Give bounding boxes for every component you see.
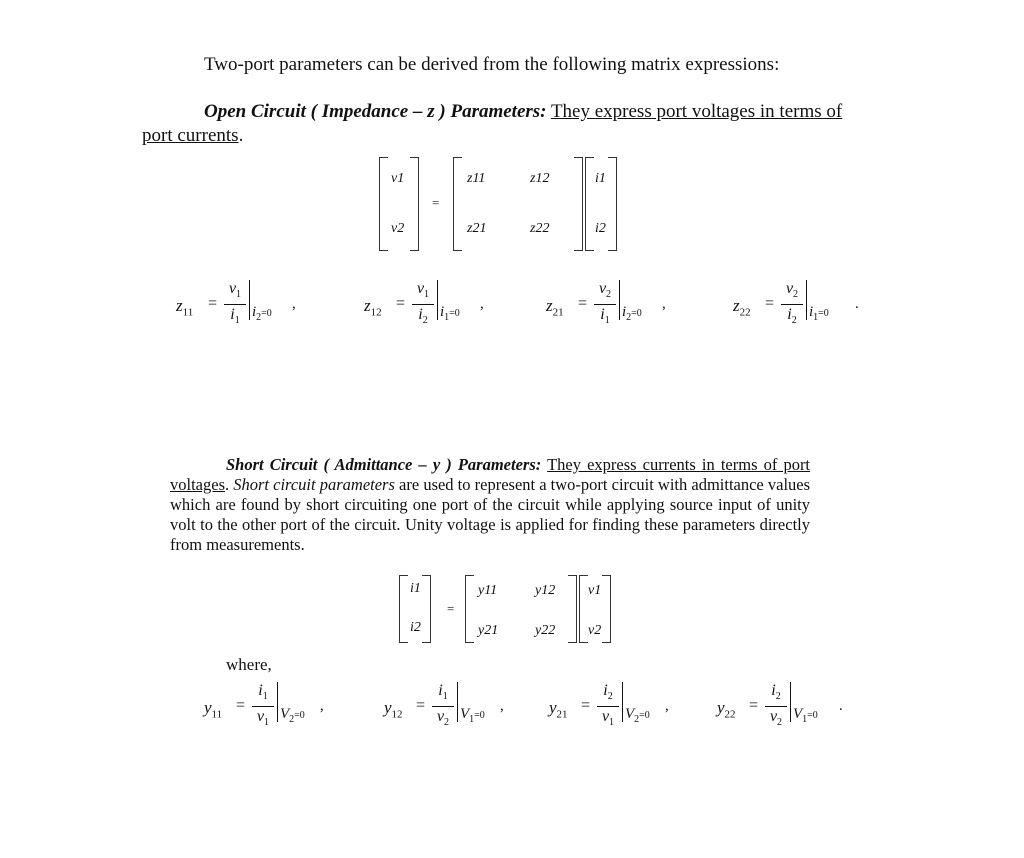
y-matrix-y21: y21 [478,623,499,638]
y-def-denominator: $v_2$ [436,708,450,729]
y-def-condition-value: =0 [294,710,305,721]
z-def-denominator: $i_1$ [600,306,610,327]
z-def-equals: = [578,295,588,312]
y-lhs-vector [400,575,430,643]
y-section-heading: Short Circuit ( Admittance – y ) Parameters: [226,455,542,474]
z-def-denominator: $i_2$ [418,306,428,327]
y-def-evaluation-bar [277,682,278,722]
z-def-condition: $i_1=0$ [809,304,829,323]
y-def-equals: = [749,697,759,714]
y-def-condition: $V_1=0$ [793,706,818,725]
y-section-period: . [225,475,230,494]
z-def-separator: , [480,296,484,312]
intro-text: Two-port parameters can be derived from the following matrix expressions: [204,54,780,75]
z-def-lhs-subscript: 21 [552,306,564,319]
y-def-lhs-subscript: 11 [211,708,223,721]
z-rhs-i2: i2 [595,221,606,236]
z-matrix-z11: z11 [467,171,486,186]
z-def-equals: = [208,295,218,312]
y-def-denominator-subscript: 2 [444,717,450,729]
z-section-heading: Open Circuit ( Impedance – z ) Parameters: [204,101,547,122]
z-matrix-z21: z21 [467,221,487,236]
y-section-italic-phrase: Short circuit parameters [233,475,395,494]
z-def-condition-subscript: 1 [444,312,450,323]
z-section-paragraph [142,100,850,148]
z-def-equals: = [765,295,775,312]
z-matrix [454,157,582,251]
z-def-fraction-bar [224,304,246,305]
y-def-numerator-subscript: 2 [607,691,613,703]
y-def-separator: , [500,698,504,714]
z-def-separator: . [855,296,859,312]
z-def-fraction [781,280,803,329]
z-def-numerator-subscript: 2 [606,289,612,301]
z-def-lhs: $z_{21}$ [546,296,564,319]
z-equals-sign: = [432,195,440,210]
z-def-lhs-subscript: 12 [370,306,382,319]
y-def-fraction [765,682,787,731]
y-def-evaluation-bar [457,682,458,722]
y-rhs-v2: v2 [588,623,602,638]
z-def-evaluation-bar [806,280,807,320]
z-def-condition: $i_2=0$ [252,304,272,323]
y-def-condition-subscript: 2 [289,714,295,725]
y-def-condition-value: =0 [474,710,485,721]
z-def-condition: $i_1=0$ [440,304,460,323]
y-def-equals: = [236,697,246,714]
y-def-numerator: $i_2$ [603,682,613,703]
y-def-evaluation-bar [790,682,791,722]
z-def-21 [546,280,706,334]
y-rhs-v1: v1 [588,583,602,598]
y-def-12 [384,682,544,736]
z-def-denominator-subscript: 2 [791,315,797,327]
y-def-lhs-subscript: 12 [391,708,403,721]
y-def-numerator: $i_1$ [438,682,448,703]
z-def-equals: = [396,295,406,312]
z-def-numerator: $v_2$ [785,280,799,301]
z-matrix-equation [380,157,620,251]
y-def-equals: = [581,697,591,714]
y-def-fraction-bar [252,706,274,707]
z-def-separator: , [662,296,666,312]
y-section-paragraph [170,455,810,555]
y-def-lhs: $y_{22}$ [717,698,736,721]
z-def-fraction-bar [594,304,616,305]
y-def-numerator: $i_1$ [258,682,268,703]
y-def-equals: = [416,697,426,714]
z-def-lhs: $z_{12}$ [364,296,382,319]
y-def-denominator: $v_1$ [601,708,615,729]
z-def-evaluation-bar [249,280,250,320]
y-def-numerator-subscript: 1 [262,691,268,703]
z-lhs-vector [380,157,418,251]
y-def-fraction-bar [765,706,787,707]
y-rhs-vector [580,575,610,643]
z-def-lhs-subscript: 22 [739,306,751,319]
y-def-condition: $V_1=0$ [460,706,485,725]
z-def-denominator: $i_1$ [230,306,240,327]
y-def-21 [549,682,709,736]
z-def-condition-value: =0 [449,308,460,319]
y-def-fraction [432,682,454,731]
y-matrix-y12: y12 [535,583,556,598]
y-def-22 [717,682,877,736]
z-def-numerator-subscript: 1 [424,289,430,301]
y-def-numerator-subscript: 2 [775,691,781,703]
z-def-condition-value: =0 [631,308,642,319]
y-matrix-equation [400,575,615,643]
z-rhs-vector [586,157,616,251]
y-def-denominator-subscript: 1 [609,717,615,729]
z-def-denominator-subscript: 2 [422,315,428,327]
y-def-condition: $V_2=0$ [625,706,650,725]
z-def-22 [733,280,893,334]
y-def-separator: , [665,698,669,714]
z-lhs-v2: v2 [391,221,405,236]
z-def-numerator: $v_1$ [228,280,242,301]
z-def-evaluation-bar [619,280,620,320]
z-def-denominator-subscript: 1 [604,315,610,327]
z-def-fraction-bar [781,304,803,305]
z-def-condition-subscript: 1 [813,312,819,323]
y-lhs-i1: i1 [410,581,421,596]
y-def-lhs-subscript: 22 [724,708,736,721]
z-def-fraction [224,280,246,329]
z-def-numerator-subscript: 2 [793,289,799,301]
z-def-condition-subscript: 2 [256,312,262,323]
y-def-denominator: $v_1$ [256,708,270,729]
z-def-condition-value: =0 [261,308,272,319]
y-matrix [466,575,576,643]
z-def-fraction-bar [412,304,434,305]
y-def-fraction [597,682,619,731]
z-def-11 [176,280,336,334]
y-def-separator: , [320,698,324,714]
z-matrix-z22: z22 [530,221,550,236]
y-def-lhs: $y_{21}$ [549,698,568,721]
z-def-numerator: $v_1$ [416,280,430,301]
z-def-condition: $i_2=0$ [622,304,642,323]
y-def-denominator-subscript: 1 [264,717,270,729]
z-def-fraction [412,280,434,329]
z-def-condition-subscript: 2 [626,312,632,323]
where-label: where, [226,655,272,674]
y-def-fraction-bar [597,706,619,707]
y-def-condition-subscript: 1 [802,714,808,725]
y-def-numerator-subscript: 1 [442,691,448,703]
z-matrix-z12: z12 [530,171,550,186]
z-def-numerator: $v_2$ [598,280,612,301]
y-def-condition-value: =0 [639,710,650,721]
y-def-condition-subscript: 1 [469,714,475,725]
z-def-denominator-subscript: 1 [234,315,240,327]
z-def-lhs: $z_{11}$ [176,296,194,319]
z-def-lhs: $z_{22}$ [733,296,751,319]
y-section-description: They express currents in terms of port voltages [170,455,811,494]
z-def-denominator: $i_2$ [787,306,797,327]
y-def-condition-value: =0 [807,710,818,721]
y-def-lhs: $y_{12}$ [384,698,403,721]
y-def-fraction-bar [432,706,454,707]
y-def-condition: $V_2=0$ [280,706,305,725]
y-matrix-y22: y22 [535,623,556,638]
z-def-separator: , [292,296,296,312]
y-def-fraction [252,682,274,731]
z-def-12 [364,280,524,334]
z-def-fraction [594,280,616,329]
y-def-lhs-subscript: 21 [556,708,568,721]
y-def-numerator: $i_2$ [771,682,781,703]
y-def-evaluation-bar [622,682,623,722]
y-matrix-y11: y11 [478,583,498,598]
z-section-period: . [238,125,244,146]
y-def-denominator: $v_2$ [769,708,783,729]
z-lhs-v1: v1 [391,171,405,186]
z-def-lhs-subscript: 11 [182,306,194,319]
z-rhs-i1: i1 [595,171,606,186]
y-def-denominator-subscript: 2 [777,717,783,729]
z-def-evaluation-bar [437,280,438,320]
z-def-condition-value: =0 [818,308,829,319]
y-section-body: are used to represent a two-port circuit with admittance values which are found by short circuiting one port of the circuit while applying source input of unity volt to the other port of the circuit. Unity voltage is applied for finding these parameters directly from measurements. [170,475,811,554]
y-def-condition-subscript: 2 [634,714,640,725]
z-section-description: They express port voltages in terms of port currents [142,101,843,146]
y-equals-sign: = [447,601,455,616]
z-def-numerator-subscript: 1 [236,289,242,301]
y-lhs-i2: i2 [410,620,421,635]
y-def-separator: . [839,698,843,714]
y-def-11 [204,682,364,736]
y-def-lhs: $y_{11}$ [204,698,223,721]
